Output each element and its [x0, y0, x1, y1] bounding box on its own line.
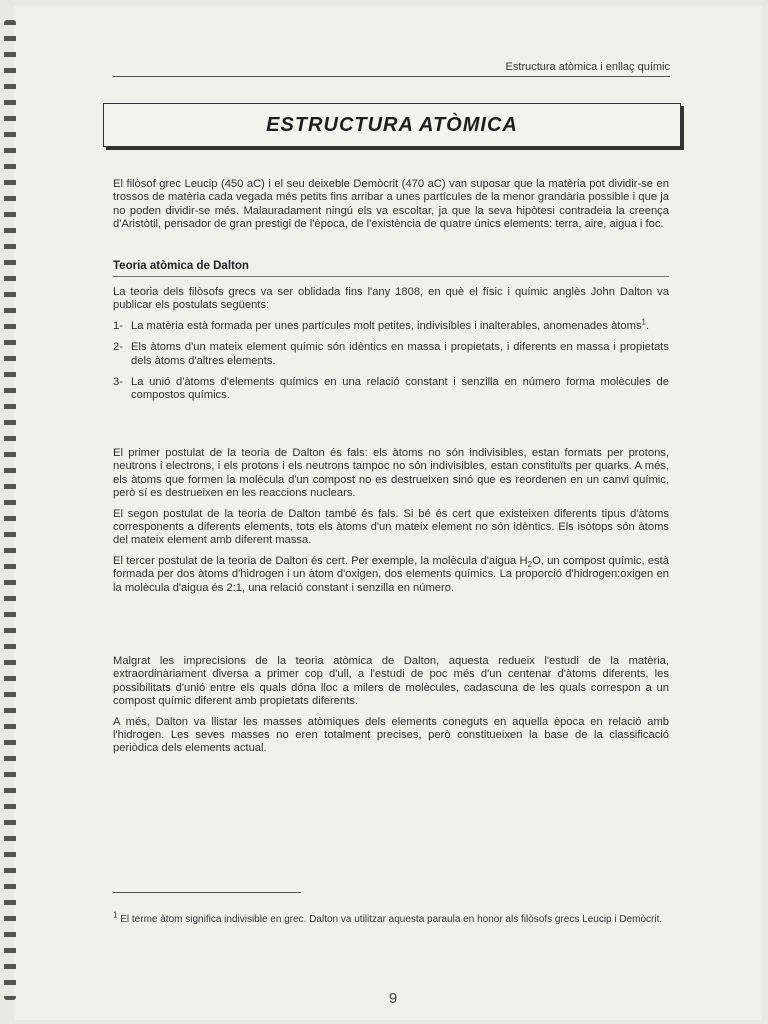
dalton-section [113, 286, 669, 411]
list-item-number: 1- [113, 319, 123, 332]
list-item-number: 2- [113, 341, 123, 354]
footnote-ref: 1 [641, 317, 646, 327]
intro-section [113, 178, 669, 239]
footnote [113, 910, 669, 927]
list-item-end: . [646, 319, 650, 332]
dalton-intro-paragraph: La teoria dels filòsofs grecs va ser oblidada fins l'any 1808, en què el físic i químic anglès John Dalton va publicar els postulats següents: [113, 286, 669, 312]
section-heading: Teoria atòmica de Dalton [113, 260, 669, 277]
critique-section [113, 447, 669, 602]
list-item [113, 376, 669, 403]
water-subscript: 2 [527, 560, 533, 570]
header-rule [113, 76, 670, 77]
postulates-list [113, 317, 669, 403]
spiral-binding [4, 20, 16, 1000]
footnote-rule [113, 892, 301, 893]
footnote-text: El terme àtom significa indivisible en grec. Dalton va utilitzar aquesta paraula en honor als filòsofs grecs Leucip i Demòcrit. [117, 914, 663, 925]
conclusion-first-paragraph: Malgrat les imprecisions de la teoria atòmica de Dalton, aquesta redueix l'estudi de la matèria, extraordinàriament diversa a primer cop d'ull, a l'estudi de poc més d'un centenar d'àtoms diferents, les possibilitats d'unió entre els quals dóna lloc a milers de molècules, cadascuna de les quals correspon a un compost químic diferent amb propietats diferents. [113, 655, 669, 708]
critique-third-text-a: El tercer postulat de la teoria de Dalton és cert. Per exemple, la molècula d'aigua H [113, 554, 528, 567]
list-item-text: Els àtoms d'un mateix element químic són idèntics en massa i propietats, i diferents en massa i propietats dels àtoms d'altres elements. [131, 341, 669, 367]
critique-first-paragraph: El primer postulat de la teoria de Dalton és fals: els àtoms no són indivisibles, estan formats per protons, neutrons i electrons, i els protons i els neutrons tampoc no són indivisibles, estan constituïts per quarks. A més, els àtoms que formen la molècula d'un compost no es destrueixen sinó que es reordenen en un canvi químic, però sí es destrueixen en les reaccions nuclears. [113, 447, 669, 500]
list-item [113, 317, 669, 333]
list-item-text: La matèria està formada per unes partícules molt petites, indivisibles i inalterables, anomenades àtoms [131, 319, 642, 332]
list-item-number: 3- [113, 376, 123, 389]
list-item-text: La unió d'àtoms d'elements químics en una relació constant i senzilla en número forma molècules de compostos químics. [131, 376, 669, 402]
footnote-marker: 1 [113, 910, 118, 920]
title-box [103, 103, 681, 147]
page-number: 9 [388, 990, 398, 1007]
conclusion-second-paragraph: A més, Dalton va llistar les masses atòmiques dels elements coneguts en aquella època en relació amb l'hidrogen. Les seves masses no eren totalment precises, però constitueixen la base de la classificació periòdica dels elements actual. [113, 715, 669, 755]
conclusion-section [113, 655, 669, 763]
page-title: ESTRUCTURA ATÒMICA [266, 113, 518, 136]
intro-paragraph: El filòsof grec Leucip (450 aC) i el seu deixeble Demòcrit (470 aC) van suposar que la matèria pot dividir-se en trossos de matèria cada vegada més petits fins arribar a unes partícules de la menor grandària possible i que ja no poden dividir-se més. Malauradament ningú els va escoltar, ja que la seva hipòtesi contradeia la creença d'Aristòtil, pensador de gran prestigi de l'època, de l'existència de quatre únics elements: terra, aire, aigua i foc. [113, 178, 669, 231]
critique-third-paragraph [113, 555, 669, 595]
list-item [113, 341, 669, 368]
critique-third-text-b: O, un compost químic, està formada per dos àtoms d'hidrogen i un àtom d'oxigen, dos elements químics. La proporció d'hidrogen:oxigen en la molècula d'aigua és 2:1, una relació constant i senzilla en número. [113, 554, 669, 594]
running-header: Estructura atòmica i enllaç químic [505, 61, 670, 73]
critique-second-paragraph: El segon postulat de la teoria de Dalton també és fals. Si bé és cert que existeixen diferents tipus d'àtoms corresponents a diferents elements, tots els àtoms d'un mateix element no són idèntics. Els isòtops són àtoms del mateix element amb diferent massa. [113, 507, 669, 547]
